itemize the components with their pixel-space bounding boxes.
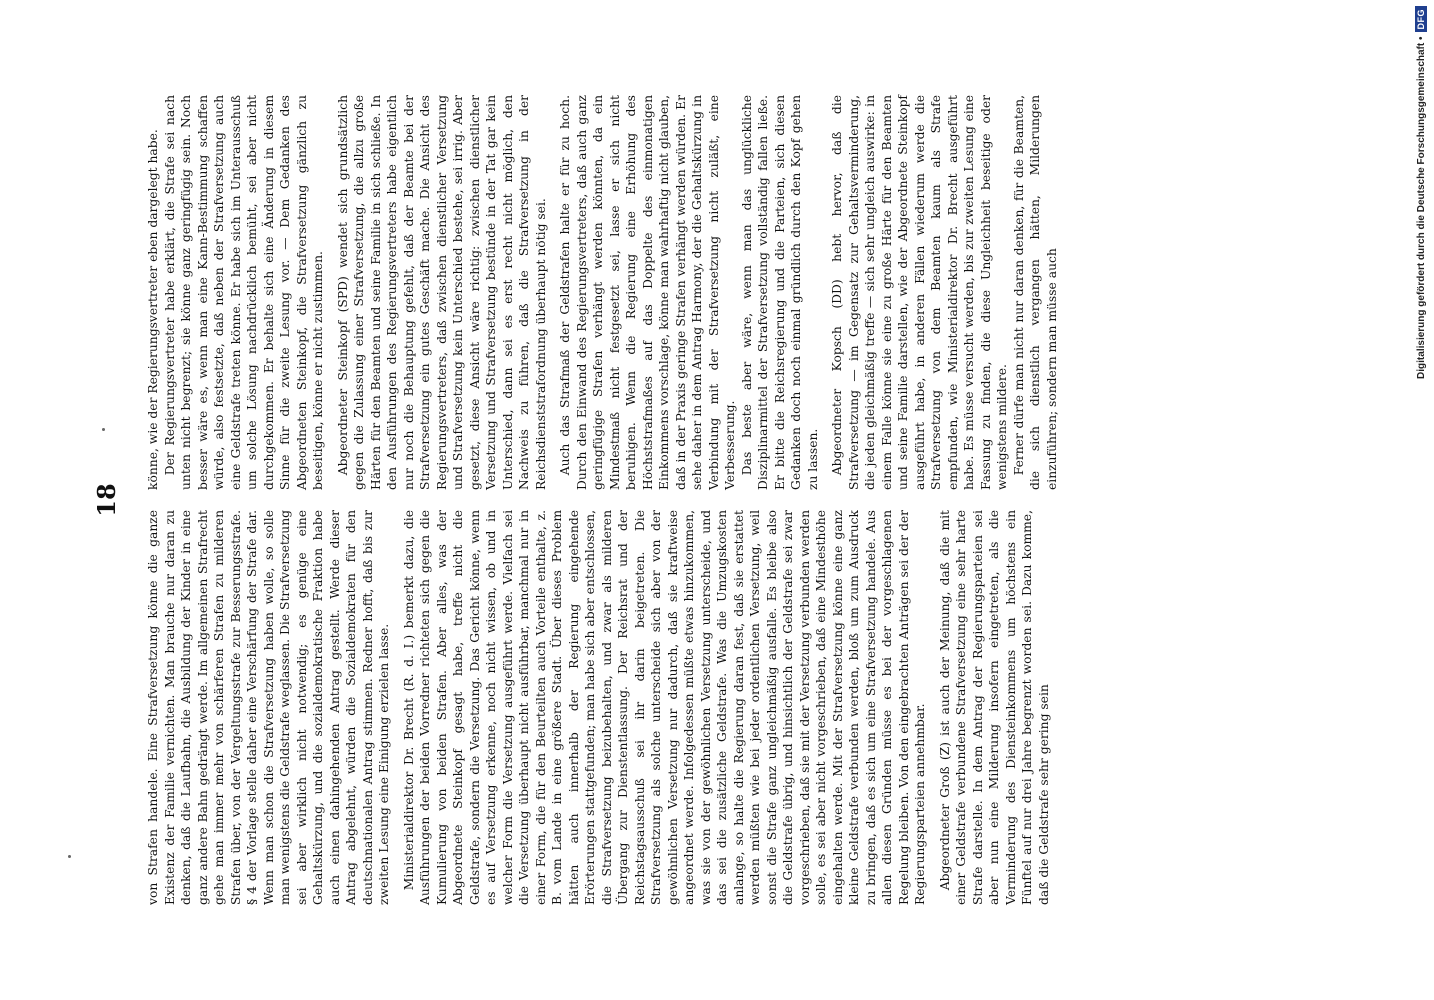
paragraph: von Strafen handele. Eine Strafversetzung könne die ganze Existenz der Familie vernichten. Man brauche nur daran zu denken, daß die Laufbahn, die Ausbildung der Kinder in eine ganz andere Bahn gedrängt werde. Im allgemeinen Strafrecht gehe man immer mehr von schärferen Strafen zu milderen Strafen über, von der Vergeltungsstrafe zur Besserungsstrafe. § 4 der Vorlage stelle daher eine Verschärfung der Strafe dar. Wenn man schon die Strafversetzung haben wolle, so solle man wenigstens die Geldstrafe weglassen. Die Strafversetzung sei aber wirklich nicht notwendig; es genüge eine Gehaltskürzung, und die sozialdemokratische Fraktion habe auch einen dahingehenden Antrag gestellt. Werde dieser Antrag abgelehnt, würden die Sozialdemokraten für den deutschnationalen Antrag stimmen. Redner hofft, daß bis zur zweiten Lesung eine Einigung erzielen lasse. bbox=[146, 510, 391, 905]
paragraph: Das beste aber wäre, wenn man das unglückliche Disziplinarmittel der Strafversetzung vollständig fallen ließe. Er bitte die Reichsregierung und die Parteien, sich diesen Gedanken doch noch einmal gründlich durch den Kopf gehen zu lassen. bbox=[739, 95, 820, 490]
paragraph: Abgeordneter Groß (Z) ist auch der Meinung, daß die mit einer Geldstrafe verbundene Strafversetzung eine sehr harte Strafe darstelle. In dem Antrag der Regierungsparteien sei aber nun eine Milderung insofern eingetreten, als die Verminderung des Diensteinkommens um höchstens ein Fünftel auf nur drei Jahre begrenzt worden sei. Dazu komme, daß die Geldstrafe sehr gering sein bbox=[937, 510, 1051, 905]
paragraph: Abgeordneter Kopsch (DD) hebt hervor, daß die Strafversetzung — im Gegensatz zur Gehaltsverminderung, die jeden gleichmäßig treffe — sich sehr ungleich auswirke: in einem Falle könne sie eine zu große Härte für den Beamten und seine Familie darstellen, wie der Abgeordnete Steinkopf ausgeführt habe, in anderen Fällen wiederum werde die Strafversetzung von dem Beamten kaum als Strafe empfunden, wie Ministerialdirektor Dr. Brecht ausgeführt habe. Es müsse versucht werden, bis zur zweiten Lesung eine Fassung zu finden, die diese Ungleichheit beseitige oder wenigstens mildere. bbox=[830, 95, 1009, 490]
scan-speck bbox=[102, 428, 105, 431]
right-column bbox=[145, 95, 1060, 490]
paragraph: Abgeordneter Steinkopf (SPD) wendet sich grundsätzlich gegen die Zulassung einer Strafversetzung, die allzu große Härten für den Beamten und seine Familie in sich schließe. In den Ausführungen des Regierungsvertreters habe eigentlich nur noch die Behauptung gefehlt, daß der Beamte bei der Strafversetzung ein gutes Geschäft mache. Die Ansicht des Regierungsvertreters, daß zwischen dienstlicher Versetzung und Strafversetzung kein Unterschied bestehe, sei irrig. Aber gesetzt, diese Ansicht wäre richtig: zwischen dienstlicher Versetzung und Strafversetzung bestünde in der Tat gar kein Unterschied, dann sei es erst recht nicht möglich, den Nachweis zu führen, daß die Strafversetzung in der Reichsdienststrafordnung überhaupt nötig sei. bbox=[335, 95, 548, 490]
left-column bbox=[145, 510, 1052, 905]
funding-notice-label: Digitalisierung gefördert durch die Deutsche Forschungsgemeinschaft • bbox=[1415, 36, 1427, 379]
page-number: 18 bbox=[92, 483, 121, 517]
funding-notice-text bbox=[1410, 6, 1432, 996]
paragraph: Auch das Strafmaß der Geldstrafen halte er für zu hoch. Durch den Einwand des Regierungsvertreters, daß auch ganz geringfügige Strafen verhängt werden könnten, da ein Mindestmaß nicht festgesetzt sei, lasse er sich nicht beruhigen. Wenn die Regierung eine Erhöhung des Höchststrafmaßes auf das Doppelte des einmonatigen Einkommens vorschlage, könne man wahrhaftig nicht glauben, daß in der Praxis geringe Strafen verhängt werden würden. Er sehe daher in dem Antrag Harmony, der die Gehaltskürzung in Verbindung mit der Strafversetzung nicht zuläßt, eine Verbesserung. bbox=[558, 95, 737, 490]
paragraph: Ministerialdirektor Dr. Brecht (R. d. I.) bemerkt dazu, die Ausführungen der beiden Vorredner richteten sich gegen die Kumulierung von beiden Strafen. Aber alles, was der Abgeordnete Steinkopf gesagt habe, treffe nicht die Geldstrafe, sondern die Versetzung. Das Gericht könne, wenn es auf Versetzung erkenne, noch nicht wissen, ob und in welcher Form die Versetzung ausgeführt werde. Vielfach sei die Versetzung überhaupt nicht ausführbar, manchmal nur in einer Form, die für den Beurteilten auch Vorteile enthalte, z. B. vom Lande in eine größere Stadt. Über dieses Problem hätten auch innerhalb der Regierung eingehende Erörterungen stattgefunden; man habe sich aber entschlossen, die Strafversetzung beizubehalten, und zwar als milderen Übergang zur Dienstentlassung. Der Reichsrat und der Reichstagsausschuß sei ihr darin beigetreten. Die Strafversetzung als solche unterscheide sich aber von der gewöhnlichen Versetzung nur dadurch, daß sie kraftweise angeordnet werde. Infolgedessen müßte etwas hinzukommen, was sie von der gewöhnlichen Versetzung unterscheide, und das sei die zusätzliche Geldstrafe. Was die Umzugskosten anlange, so halte die Regierung daran fest, daß sie erstattet werden müßten wie bei jeder ordentlichen Versetzung, weil sonst die Strafe ganz ungleichmäßig ausfalle. Es bleibe also die Geldstrafe übrig, und hinsichtlich der Geldstrafe sei zwar vorgeschrieben, daß sie mit der Versetzung verbunden werden solle, es sei aber nicht vorgeschrieben, daß eine Mindesthöhe eingehalten werde. Mit der Strafversetzung könne eine ganz kleine Geldstrafe verbunden werden, bloß um zum Ausdruck zu bringen, daß es sich um eine Strafversetzung handele. Aus allen diesen Gründen müsse es bei der vorgeschlagenen Regelung bleiben. Von den eingebrachten Anträgen sei der der Regierungsparteien annehmbar. bbox=[401, 510, 927, 905]
dfg-logo-icon: DFG bbox=[1415, 6, 1427, 33]
paragraph: Der Regierungsvertreter habe erklärt, die Strafe sei nach unten nicht begrenzt; sie könne ganz geringfügig sein. Noch besser wäre es, wenn man eine Kann-Bestimmung schaffen würde, also festsetzte, daß neben der Strafversetzung auch eine Geldstrafe treten könne. Er habe sich im Unterausschuß um solche Lösung nachdrücklich bemüht, sei aber nicht durchgekommen. Er behalte sich eine Änderung in diesem Sinne für die zweite Lesung vor. — Dem Gedanken des Abgeordneten Steinkopf, die Strafversetzung gänzlich zu beseitigen, könne er nicht zustimmen. bbox=[162, 95, 325, 490]
scan-speck bbox=[68, 855, 71, 858]
paragraph: Ferner dürfe man nicht nur daran denken, für die Beamten, die sich dienstlich vergangen hätten, Milderungen einzuführen; sondern man müsse auch bbox=[1011, 95, 1059, 490]
paragraph: könne, wie der Regierungsvertreter eben dargelegt habe. bbox=[146, 129, 160, 490]
funding-notice bbox=[1410, 6, 1432, 996]
